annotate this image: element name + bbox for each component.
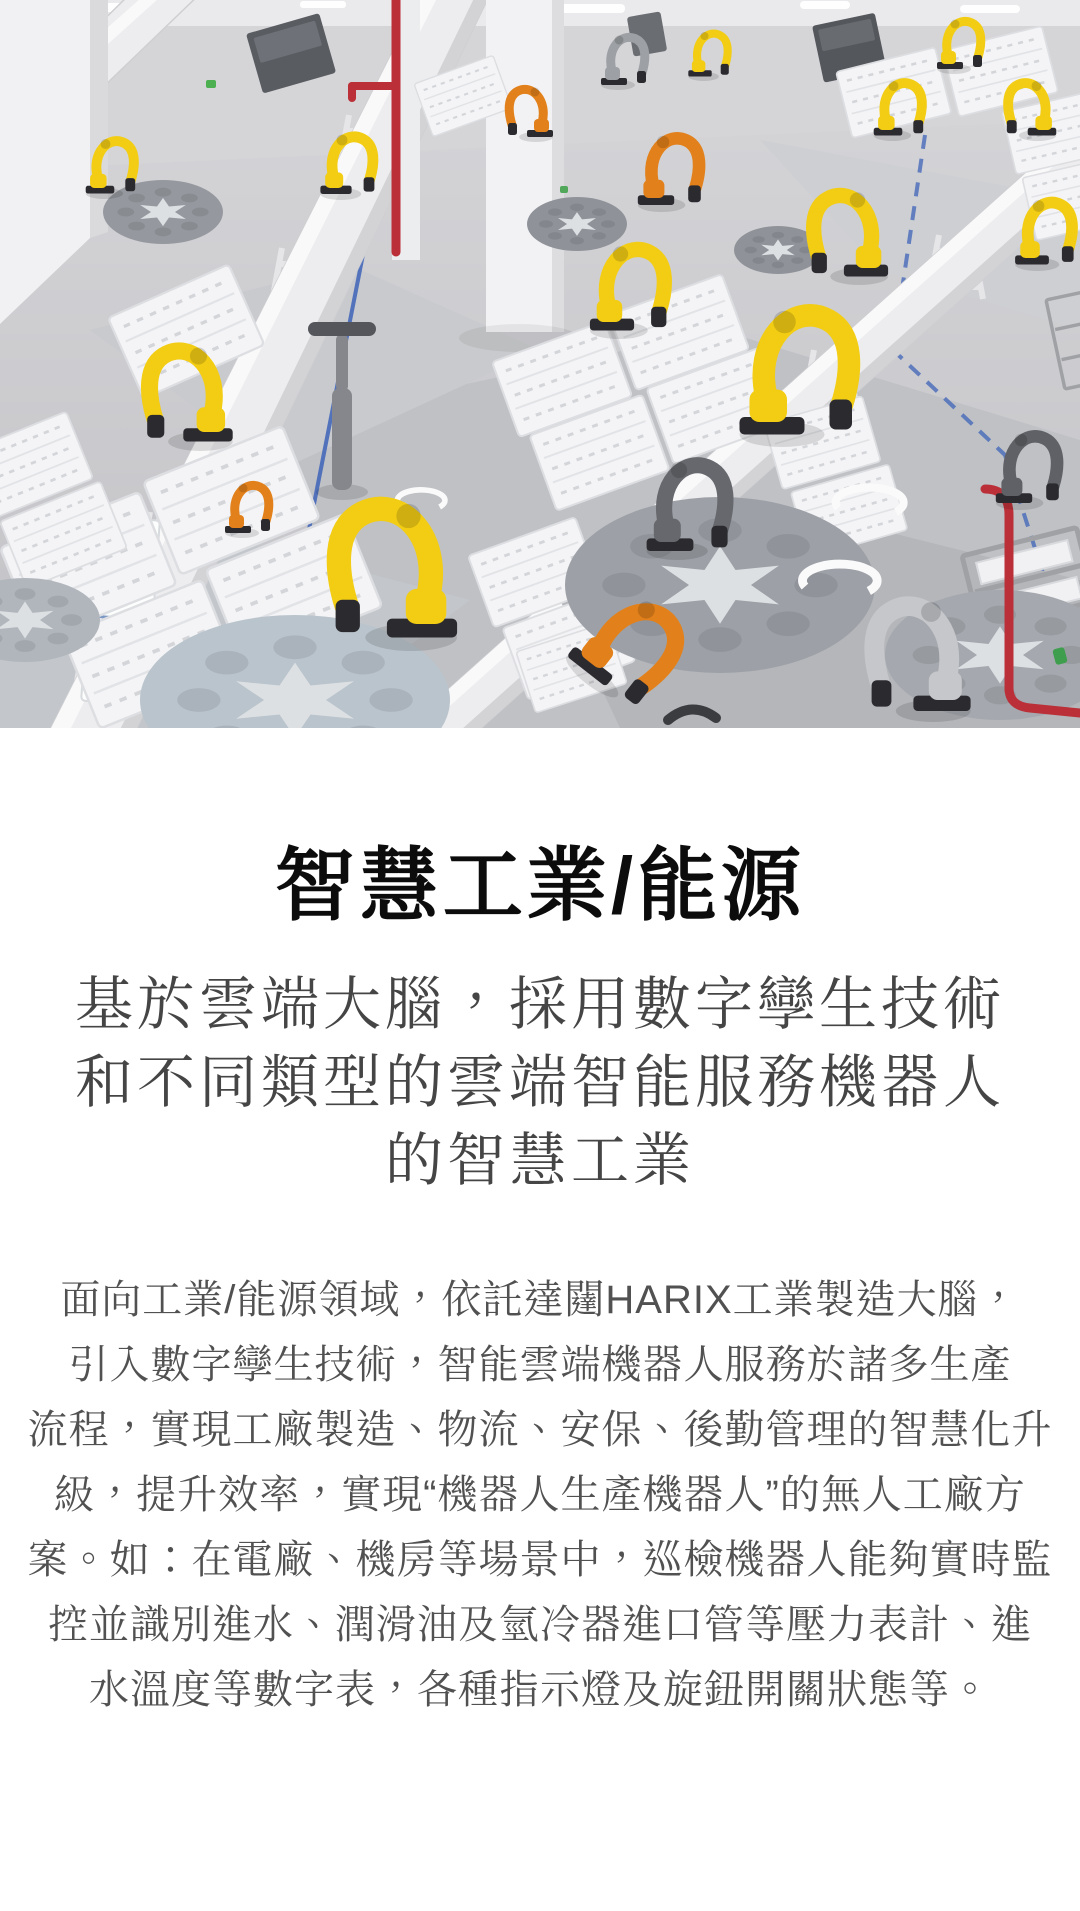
page-title: 智慧工業/能源 bbox=[274, 841, 806, 930]
body-line: 級，提升效率，實現“機器人生產機器人”的無人工廠方 bbox=[54, 1473, 1026, 1517]
description-paragraph bbox=[0, 1268, 1080, 1723]
subtitle-line: 的智慧工業 bbox=[384, 1128, 695, 1193]
text-section bbox=[0, 841, 1080, 1723]
body-line: 面向工業/能源領域，依託達闥HARIX工業製造大腦， bbox=[60, 1278, 1020, 1322]
body-line: 流程，實現工廠製造、物流、安保、後勤管理的智慧化升 bbox=[27, 1408, 1053, 1452]
body-line: 控並識別進水、潤滑油及氫冷器進口管等壓力表計、進 bbox=[48, 1603, 1032, 1647]
page-subtitle bbox=[0, 966, 1080, 1200]
subtitle-line: 基於雲端大腦，採用數字孿生技術 bbox=[74, 972, 1005, 1037]
body-line: 引入數字孿生技術，智能雲端機器人服務於諸多生產 bbox=[68, 1343, 1012, 1387]
subtitle-line: 和不同類型的雲端智能服務機器人 bbox=[74, 1050, 1005, 1115]
body-line: 水溫度等數字表，各種指示燈及旋鈕開關狀態等。 bbox=[89, 1668, 991, 1712]
body-line: 案。如：在電廠、機房等場景中，巡檢機器人能夠實時監 bbox=[27, 1538, 1053, 1582]
factory-hero-image bbox=[0, 0, 1080, 728]
factory-scene-illustration bbox=[0, 0, 1080, 728]
